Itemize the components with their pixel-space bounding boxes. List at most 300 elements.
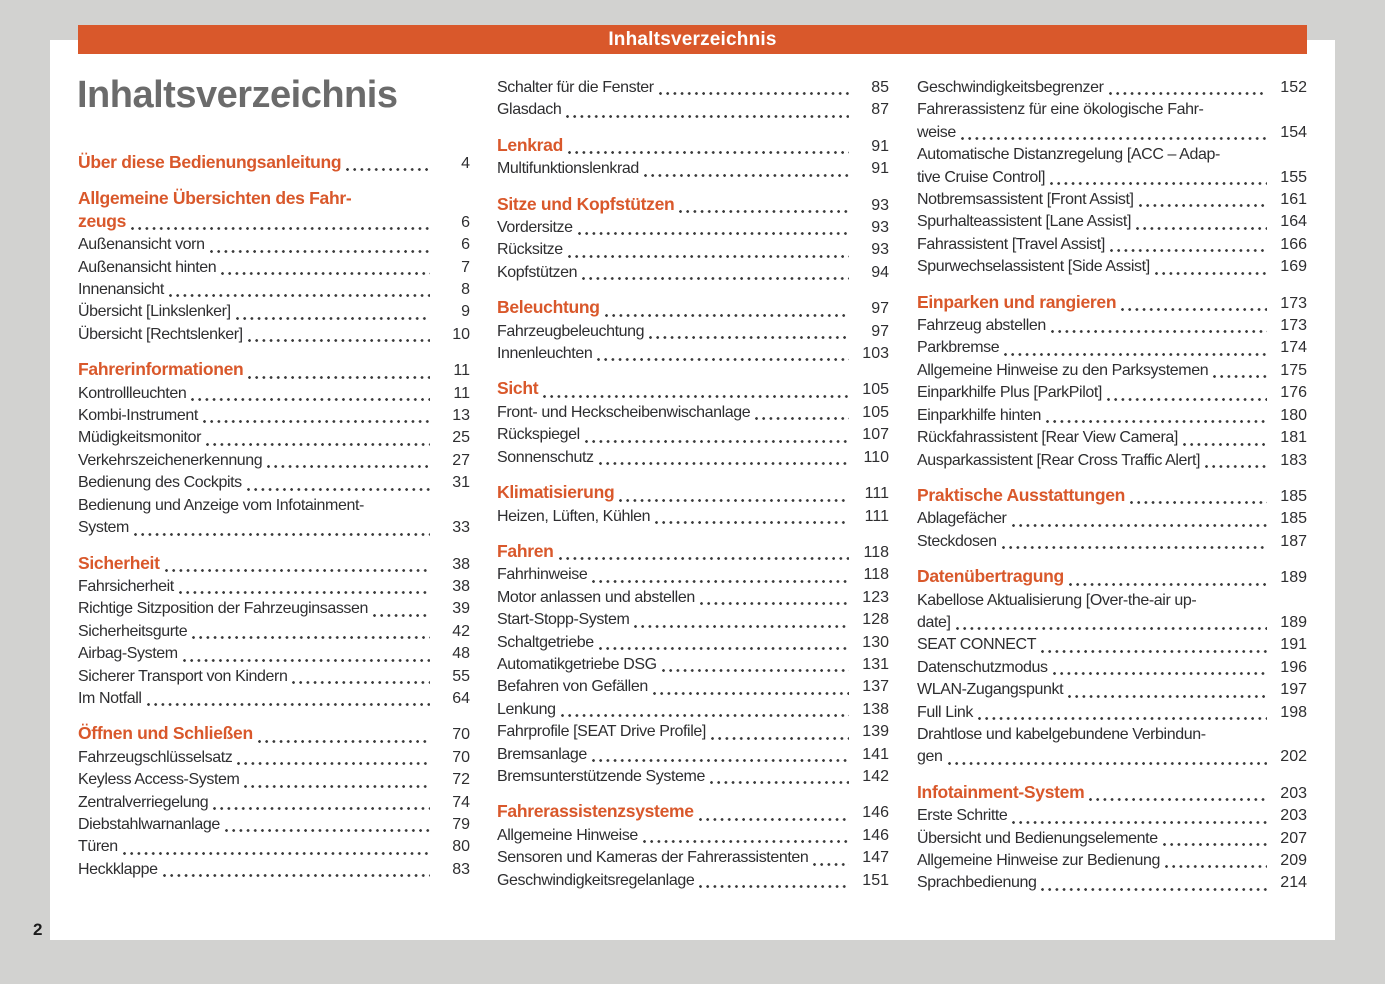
toc-line [78, 405, 470, 427]
toc-entry[interactable] [497, 721, 889, 743]
toc-entry[interactable] [917, 634, 1307, 656]
toc-line [917, 679, 1307, 701]
page-ref: 130 [862, 633, 889, 651]
toc-entry[interactable] [917, 427, 1307, 449]
toc-section-heading[interactable] [497, 134, 889, 158]
toc-entry[interactable] [78, 769, 470, 791]
entry-label: Notbremsassistent [Front Assist] [917, 191, 1134, 209]
toc-entry[interactable] [78, 427, 470, 449]
page-ref: 196 [1280, 658, 1307, 676]
toc-section-heading[interactable] [78, 151, 470, 175]
toc-entry[interactable] [78, 598, 470, 620]
toc-entry[interactable] [497, 424, 889, 446]
dots-leader [644, 174, 849, 177]
toc-line [917, 612, 1307, 634]
entry-label: Automatische Distanzregelung [ACC – Adap- [917, 146, 1220, 164]
toc-entry[interactable] [917, 144, 1307, 189]
dots-leader [1004, 353, 1267, 356]
toc-entry[interactable] [917, 679, 1307, 701]
page-ref: 141 [862, 745, 889, 763]
toc-line [497, 540, 889, 564]
toc-section [497, 540, 889, 788]
dots-leader [566, 115, 849, 118]
page-ref: 207 [1280, 829, 1307, 847]
toc-section [917, 781, 1307, 895]
toc-section-heading[interactable] [497, 800, 889, 824]
page-ref: 209 [1280, 852, 1307, 869]
dots-leader [568, 151, 849, 154]
toc-entry[interactable] [78, 814, 470, 836]
toc-section-heading[interactable] [78, 187, 470, 234]
toc-line [917, 382, 1307, 404]
running-header-title: Inhaltsverzeichnis [608, 28, 777, 50]
entry-label: Heizen, Lüften, Kühlen [497, 507, 651, 525]
entry-label: Außenansicht vorn [78, 236, 205, 254]
toc-line [497, 99, 889, 121]
toc-entry[interactable] [917, 805, 1307, 827]
toc-entry[interactable] [78, 234, 470, 256]
page-ref: 93 [871, 196, 889, 214]
dots-leader [1130, 501, 1267, 504]
entry-label: Befahren von Gefällen [497, 678, 648, 696]
toc-entry[interactable] [497, 239, 889, 261]
entry-label: Ablagefächer [917, 510, 1007, 528]
toc-entry[interactable] [917, 850, 1307, 872]
toc-entry[interactable] [497, 564, 889, 586]
toc-entry[interactable] [917, 337, 1307, 359]
toc-entry[interactable] [497, 870, 889, 892]
toc-line [78, 427, 470, 449]
entry-label: Sensoren und Kameras der Fahrerassistenten [497, 849, 809, 867]
toc-line [497, 506, 889, 528]
entry-label: Rücksitze [497, 241, 563, 259]
toc-line [497, 262, 889, 284]
dots-leader [1002, 546, 1267, 549]
entry-label: Kontrollleuchten [78, 384, 187, 402]
toc-entry[interactable] [917, 702, 1307, 724]
dots-leader [956, 627, 1267, 630]
page-ref: 27 [452, 451, 470, 469]
entry-label: Multifunktionslenkrad [497, 160, 639, 178]
dots-leader [1110, 249, 1267, 252]
toc-section-heading[interactable] [917, 484, 1307, 508]
toc-entry[interactable] [497, 402, 889, 424]
toc-line [78, 621, 470, 643]
toc-line [917, 77, 1307, 99]
dots-leader [1069, 583, 1267, 586]
toc-section [497, 193, 889, 285]
toc-line [78, 450, 470, 472]
toc-line [917, 167, 1307, 189]
heading-label: Lenkrad [497, 134, 563, 155]
toc-entry[interactable] [497, 321, 889, 343]
page-ref: 152 [1280, 79, 1307, 96]
toc-column-left [78, 151, 470, 881]
toc-line [78, 666, 470, 688]
page-ref: 93 [871, 241, 889, 259]
toc-line [78, 383, 470, 405]
toc-entry[interactable] [917, 724, 1307, 769]
dots-leader [543, 395, 849, 398]
dots-leader [247, 488, 430, 491]
dots-leader [1155, 272, 1267, 275]
toc-entry[interactable] [497, 217, 889, 239]
page-ref: 48 [452, 645, 470, 663]
entry-label: Sprachbedienung [917, 874, 1037, 892]
page-ref: 70 [452, 726, 470, 744]
toc-entry[interactable] [917, 405, 1307, 427]
dots-leader [585, 440, 849, 443]
toc-section-heading[interactable] [78, 722, 470, 746]
toc-entry[interactable] [497, 744, 889, 766]
dots-leader [1089, 798, 1267, 801]
toc-line [497, 847, 889, 869]
toc-line [497, 721, 889, 743]
toc-entry[interactable] [497, 847, 889, 869]
toc-entry[interactable] [78, 324, 470, 346]
page-ref: 111 [864, 507, 889, 525]
toc-line [917, 291, 1307, 315]
dots-leader [568, 255, 849, 258]
toc-line [917, 337, 1307, 359]
toc-section-heading[interactable] [497, 296, 889, 320]
page-ref: 33 [452, 519, 470, 537]
page-ref: 10 [452, 325, 470, 343]
toc-entry[interactable] [78, 450, 470, 472]
toc-entry[interactable] [497, 609, 889, 631]
dots-leader [605, 314, 849, 317]
toc-entry[interactable] [917, 657, 1307, 679]
page-ref: 13 [452, 407, 470, 425]
entry-label: Spurhalteassistent [Lane Assist] [917, 213, 1131, 231]
toc-line [917, 450, 1307, 472]
dots-leader [1046, 420, 1267, 423]
toc-section-continuation [497, 77, 889, 122]
toc-entry[interactable] [917, 872, 1307, 894]
toc-section-heading[interactable] [78, 552, 470, 576]
toc-line [917, 508, 1307, 530]
toc-entry[interactable] [917, 256, 1307, 278]
heading-label: Sicherheit [78, 552, 160, 573]
heading-label: Sicht [497, 378, 539, 399]
dots-leader [655, 521, 849, 524]
heading-label: Über diese Bedienungsanleitung [78, 152, 342, 172]
heading-label: Fahrerinformationen [78, 359, 244, 380]
entry-label: Automatikgetriebe DSG [497, 655, 657, 673]
toc-line [917, 427, 1307, 449]
page-ref: 183 [1280, 451, 1307, 469]
toc-entry[interactable] [497, 676, 889, 698]
toc-entry[interactable] [78, 383, 470, 405]
toc-entry[interactable] [497, 343, 889, 365]
page-ref: 110 [863, 448, 889, 466]
entry-label: Müdigkeitsmonitor [78, 429, 202, 447]
dots-leader [1012, 524, 1268, 527]
toc-entry[interactable] [78, 257, 470, 279]
toc-line [917, 531, 1307, 553]
toc-line [497, 134, 889, 158]
page-ref: 185 [1280, 510, 1307, 528]
toc-entry[interactable] [497, 262, 889, 284]
toc-entry[interactable] [917, 828, 1307, 850]
entry-label: Allgemeine Hinweise zur Bedienung [917, 852, 1160, 869]
dots-leader [1050, 182, 1267, 185]
toc-entry[interactable] [78, 621, 470, 643]
dots-leader [813, 863, 849, 866]
entry-label: Geschwindigkeitsbegrenzer [917, 79, 1104, 96]
toc-entry[interactable] [497, 654, 889, 676]
page-ref: 138 [862, 700, 889, 718]
toc-entry[interactable] [497, 77, 889, 99]
toc-section-heading[interactable] [497, 193, 889, 217]
toc-section-heading[interactable] [497, 377, 889, 401]
page-ref: 142 [862, 767, 889, 785]
entry-label: Spurwechselassistent [Side Assist] [917, 258, 1150, 276]
dots-leader [183, 659, 430, 662]
dots-leader [1136, 227, 1267, 230]
dots-leader [592, 759, 849, 762]
dots-leader [582, 277, 849, 280]
page-ref: 87 [871, 101, 889, 119]
entry-label: Start-Stopp-System [497, 611, 630, 629]
page-ref: 189 [1280, 569, 1307, 587]
heading-label: Klimatisierung [497, 482, 615, 503]
page-ref: 137 [862, 678, 889, 696]
toc-entry[interactable] [917, 450, 1307, 472]
heading-label: Fahrerassistenzsysteme [497, 801, 694, 822]
page-number: 2 [33, 920, 43, 939]
dots-leader [948, 762, 1268, 765]
toc-entry[interactable] [917, 234, 1307, 256]
page-ref: 173 [1280, 294, 1307, 312]
toc-section-heading[interactable] [917, 565, 1307, 589]
page-ref: 191 [1280, 636, 1307, 654]
entry-label: Datenschutzmodus [917, 658, 1048, 676]
dots-leader [1053, 672, 1267, 675]
entry-label: Außenansicht hinten [78, 258, 217, 276]
page-ref: 94 [871, 263, 889, 281]
toc-line [917, 405, 1307, 427]
toc-entry[interactable] [78, 666, 470, 688]
dots-leader [649, 336, 849, 339]
toc-section [78, 187, 470, 346]
toc-entry[interactable] [497, 766, 889, 788]
page-ref: 11 [453, 384, 470, 402]
entry-label: Ausparkassistent [Rear Cross Traffic Alert] [917, 451, 1201, 469]
toc-line [497, 321, 889, 343]
toc-line [78, 814, 470, 836]
toc-line [78, 552, 470, 576]
toc-line [78, 747, 470, 769]
toc-line [78, 517, 470, 539]
toc-entry[interactable] [917, 315, 1307, 337]
toc-entry[interactable] [78, 792, 470, 814]
dots-leader [710, 781, 849, 784]
toc-section-heading[interactable] [78, 358, 470, 382]
toc-line [497, 766, 889, 788]
dots-leader [700, 602, 849, 605]
page-ref: 111 [864, 485, 889, 503]
page-ref: 38 [452, 577, 470, 595]
toc-line [78, 257, 470, 279]
entry-label: Richtige Sitzposition der Fahrzeuginsassen [78, 600, 369, 618]
entry-label: Allgemeine Hinweise zu den Parksystemen [917, 361, 1209, 379]
toc-entry[interactable] [78, 836, 470, 858]
toc-entry[interactable] [78, 643, 470, 665]
toc-entry[interactable] [917, 360, 1307, 382]
page-ref: 161 [1280, 191, 1307, 209]
toc-entry[interactable] [497, 632, 889, 654]
toc-line [78, 769, 470, 791]
toc-entry[interactable] [78, 859, 470, 881]
entry-label: Bremsunterstützende Systeme [497, 767, 705, 785]
toc-entry[interactable] [917, 189, 1307, 211]
toc-line [497, 632, 889, 654]
entry-label: Sicherer Transport von Kindern [78, 667, 288, 685]
page-ref: 197 [1280, 681, 1307, 699]
dots-leader [1183, 443, 1267, 446]
heading-label: Sitze und Kopfstützen [497, 193, 675, 214]
toc-entry[interactable] [78, 279, 470, 301]
heading-label: Datenübertragung [917, 566, 1064, 587]
page-ref: 180 [1280, 406, 1307, 424]
entry-label: System [78, 519, 129, 537]
entry-label: Fahrerassistenz für eine ökologische Fahr- [917, 101, 1204, 119]
entry-label: Bedienung des Cockpits [78, 474, 242, 492]
dots-leader [659, 92, 849, 95]
dots-leader [699, 818, 849, 821]
toc-line [497, 744, 889, 766]
entry-label: Übersicht und Bedienungselemente [917, 829, 1158, 847]
dots-leader [1051, 330, 1267, 333]
toc-section [497, 800, 889, 892]
entry-label: Drahtlose und kabelgebundene Verbindun- [917, 725, 1206, 743]
heading-label: Beleuchtung [497, 297, 600, 318]
dots-leader [131, 227, 430, 230]
page-ref: 72 [452, 771, 470, 789]
toc-line [917, 565, 1307, 589]
toc-entry[interactable] [917, 508, 1307, 530]
toc-entry[interactable] [917, 211, 1307, 233]
toc-section-heading[interactable] [917, 781, 1307, 805]
toc-section-heading[interactable] [917, 291, 1307, 315]
toc-line [78, 358, 470, 382]
entry-label: Rückspiegel [497, 426, 580, 444]
page-ref: 147 [862, 849, 889, 867]
entry-label: Im Notfall [78, 689, 142, 707]
dots-leader [258, 740, 430, 743]
toc-section-heading[interactable] [497, 481, 889, 505]
toc-line [917, 702, 1307, 724]
toc-section [78, 722, 470, 881]
toc-entry[interactable] [497, 99, 889, 121]
page-ref: 55 [452, 667, 470, 685]
dots-leader [225, 829, 430, 832]
entry-label: gen [917, 748, 943, 766]
toc-line [78, 792, 470, 814]
page-ref: 131 [862, 655, 889, 673]
toc-line [917, 99, 1307, 121]
page-ref: 189 [1280, 613, 1307, 631]
toc-line [497, 870, 889, 892]
toc-entry[interactable] [78, 495, 470, 540]
toc-entry[interactable] [78, 576, 470, 598]
entry-label: Fahrzeug abstellen [917, 317, 1046, 335]
toc-line [917, 360, 1307, 382]
toc-line [497, 77, 889, 99]
dots-leader [559, 557, 849, 560]
dots-leader [653, 692, 849, 695]
toc-section-heading[interactable] [497, 540, 889, 564]
dots-leader [1041, 888, 1267, 891]
heading-label: zeugs [78, 210, 127, 231]
toc-line [78, 836, 470, 858]
entry-label: Kopfstützen [497, 263, 578, 281]
dots-leader [210, 250, 430, 253]
dots-leader [1121, 308, 1267, 311]
entry-label: Steckdosen [917, 532, 997, 550]
toc-entry[interactable] [497, 825, 889, 847]
toc-entry[interactable] [917, 77, 1307, 99]
toc-line [78, 324, 470, 346]
toc-entry[interactable] [78, 747, 470, 769]
entry-label: date] [917, 613, 951, 631]
toc-entry[interactable] [78, 301, 470, 323]
heading-label: Praktische Ausstattungen [917, 484, 1126, 505]
toc-line [917, 144, 1307, 166]
dots-leader [711, 737, 849, 740]
toc-entry[interactable] [497, 447, 889, 469]
entry-label: Einparkhilfe hinten [917, 406, 1042, 424]
toc-entry[interactable] [497, 587, 889, 609]
dots-leader [206, 443, 430, 446]
toc-line [917, 872, 1307, 894]
toc-entry[interactable] [497, 699, 889, 721]
page-ref: 146 [862, 826, 889, 844]
toc-line [917, 122, 1307, 144]
toc-line [78, 688, 470, 710]
toc-entry[interactable] [78, 472, 470, 494]
toc-line [917, 315, 1307, 337]
toc-entry[interactable] [917, 531, 1307, 553]
toc-line [497, 564, 889, 586]
entry-label: Fahrhinweise [497, 566, 588, 584]
dots-leader [561, 714, 849, 717]
dots-leader [643, 840, 849, 843]
toc-entry[interactable] [497, 158, 889, 180]
toc-entry[interactable] [917, 382, 1307, 404]
toc-entry[interactable] [917, 590, 1307, 635]
dots-leader [213, 807, 430, 810]
page-ref: 166 [1280, 235, 1307, 253]
toc-entry[interactable] [497, 506, 889, 528]
entry-label: Sonnenschutz [497, 448, 594, 466]
toc-column-middle [497, 77, 889, 892]
toc-line [497, 481, 889, 505]
toc-entry[interactable] [917, 99, 1307, 144]
page-ref: 11 [453, 362, 470, 380]
toc-entry[interactable] [78, 688, 470, 710]
page-ref: 97 [871, 300, 889, 318]
page-ref: 80 [452, 838, 470, 856]
toc-line [917, 234, 1307, 256]
toc-line [78, 859, 470, 881]
toc-entry[interactable] [78, 405, 470, 427]
page-ref: 214 [1280, 874, 1307, 892]
dots-leader [191, 398, 430, 401]
page-ref: 6 [461, 213, 470, 231]
heading-label: Allgemeine Übersichten des Fahr- [78, 188, 352, 209]
